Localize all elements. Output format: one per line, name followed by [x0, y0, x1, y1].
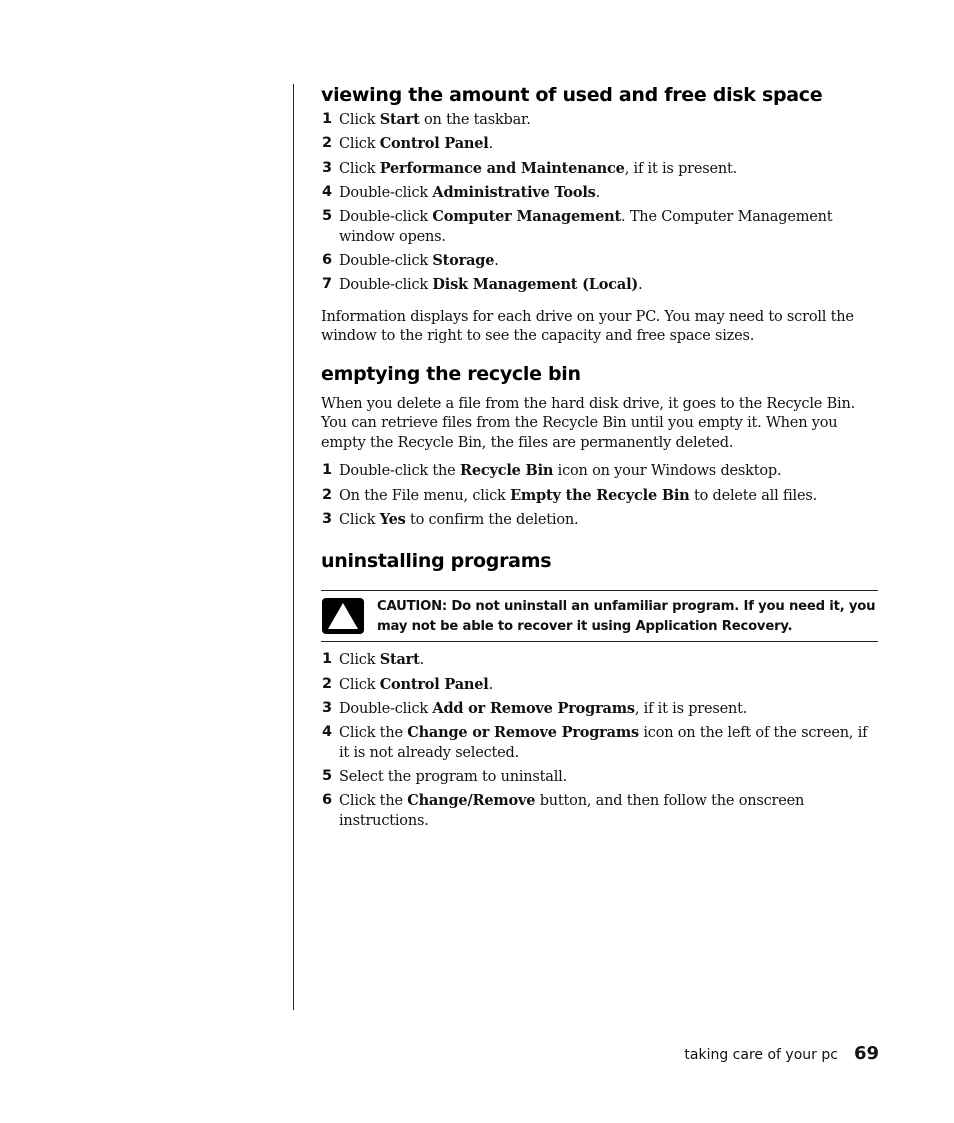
step-number: 1 [322, 651, 332, 668]
caution-text: CAUTION: Do not uninstall an unfamiliar program. If you need it, you may not be able to recover it using Application Recovery. [377, 599, 876, 634]
step-number: 2 [322, 675, 332, 692]
caution-box [321, 590, 878, 642]
step-text: Double-click [339, 252, 433, 269]
step-ui-term: Performance and Maintenance [379, 159, 625, 177]
step-number: 4 [322, 724, 332, 741]
steps-recycle-bin [321, 461, 878, 530]
list-item [321, 159, 878, 180]
step-ui-term: Start [379, 111, 420, 128]
step-text: Click [339, 160, 380, 177]
list-item [321, 791, 878, 831]
step-text: , if it is present. [624, 160, 738, 177]
step-text: Click [339, 511, 380, 528]
step-text: to confirm the deletion. [405, 511, 579, 528]
step-ui-term: Empty the Recycle Bin [510, 486, 690, 504]
step-ui-term: Add or Remove Programs [432, 699, 635, 717]
margin-rule [293, 84, 294, 1010]
list-item [321, 486, 878, 507]
step-number: 1 [322, 111, 332, 127]
step-text: Click [339, 676, 380, 693]
step-ui-term: Yes [379, 510, 406, 528]
list-item [321, 650, 878, 671]
list-item [321, 723, 878, 763]
list-item [321, 510, 878, 531]
step-text: Double-click the [339, 463, 460, 480]
list-item [321, 675, 878, 696]
list-item [321, 699, 878, 720]
step-text: Double-click [339, 184, 433, 201]
list-item [321, 183, 878, 204]
step-text: button, and then follow the onscreen instructions. [339, 793, 805, 829]
heading-recycle-bin: emptying the recycle bin [321, 362, 581, 385]
step-ui-term: Control Panel [379, 135, 489, 153]
step-text: . [488, 676, 494, 693]
step-text: On the File menu, click [339, 487, 511, 504]
list-item [321, 251, 878, 272]
step-text: Double-click [339, 209, 433, 226]
step-ui-term: Computer Management [432, 208, 622, 226]
warning-triangle-icon [322, 598, 364, 634]
step-text: . [488, 136, 494, 153]
step-number: 3 [322, 699, 332, 716]
step-ui-term: Recycle Bin [459, 462, 554, 480]
step-text: Double-click [339, 277, 433, 294]
step-number: 5 [322, 768, 332, 785]
step-number: 2 [322, 486, 332, 503]
step-number: 3 [322, 159, 332, 176]
step-ui-term: Storage [432, 251, 495, 269]
step-text: Click [339, 112, 380, 128]
step-number: 6 [322, 251, 332, 268]
step-text: Click the [339, 793, 408, 810]
step-text: on the taskbar. [419, 112, 531, 128]
step-text: icon on the left of the screen, if it is not already selected. [339, 725, 868, 761]
page-content [321, 82, 878, 835]
recycle-bin-intro: When you delete a file from the hard disk drive, it goes to the Recycle Bin. You can retrieve files from the Recycle Bin until you empty it. When you empty the Recycle Bin, the files are permanently deleted. [321, 395, 856, 451]
step-text: . [638, 277, 643, 294]
heading-disk-space: viewing the amount of used and free disk space [321, 84, 823, 106]
step-ui-term: Control Panel [379, 675, 489, 693]
step-ui-term: Change or Remove Programs [407, 724, 639, 742]
step-text: , if it is present. [634, 700, 748, 717]
step-number: 6 [322, 792, 332, 809]
list-item [321, 461, 878, 482]
list-item [321, 207, 878, 247]
page-number: 69 [853, 1043, 879, 1064]
step-text: . [595, 184, 601, 201]
step-text: Double-click [339, 700, 433, 717]
step-ui-term: Change/Remove [407, 792, 536, 810]
steps-disk-space [321, 110, 878, 296]
step-text: Select the program to uninstall. [339, 769, 568, 786]
step-number: 5 [322, 208, 332, 225]
list-item [321, 134, 878, 155]
step-text: . The Computer Management window opens. [339, 209, 833, 245]
step-text: Click [339, 652, 380, 669]
disk-space-note: Information displays for each drive on your PC. You may need to scroll the window to the right to see the capacity and free space sizes. [321, 308, 854, 345]
step-text: . [419, 652, 425, 669]
step-ui-term: Disk Management (Local) [432, 276, 639, 294]
list-item [321, 767, 878, 788]
step-number: 3 [322, 510, 332, 527]
step-ui-term: Administrative Tools [432, 183, 596, 201]
step-number: 4 [322, 183, 332, 200]
steps-uninstall [321, 650, 878, 831]
list-item [321, 275, 878, 296]
footer-chapter-title: taking care of your pc [684, 1047, 838, 1063]
step-text: to delete all files. [689, 487, 818, 504]
page-footer [684, 1043, 879, 1064]
list-item [321, 110, 878, 131]
heading-uninstall: uninstalling programs [321, 550, 552, 573]
step-number: 2 [322, 135, 332, 152]
step-ui-term: Start [379, 651, 420, 669]
step-text: Click the [339, 725, 408, 742]
step-number: 7 [322, 276, 332, 293]
step-text: . [494, 252, 499, 269]
step-text: Click [339, 136, 380, 153]
step-text: icon on your Windows desktop. [553, 463, 782, 480]
step-number: 1 [322, 462, 332, 479]
